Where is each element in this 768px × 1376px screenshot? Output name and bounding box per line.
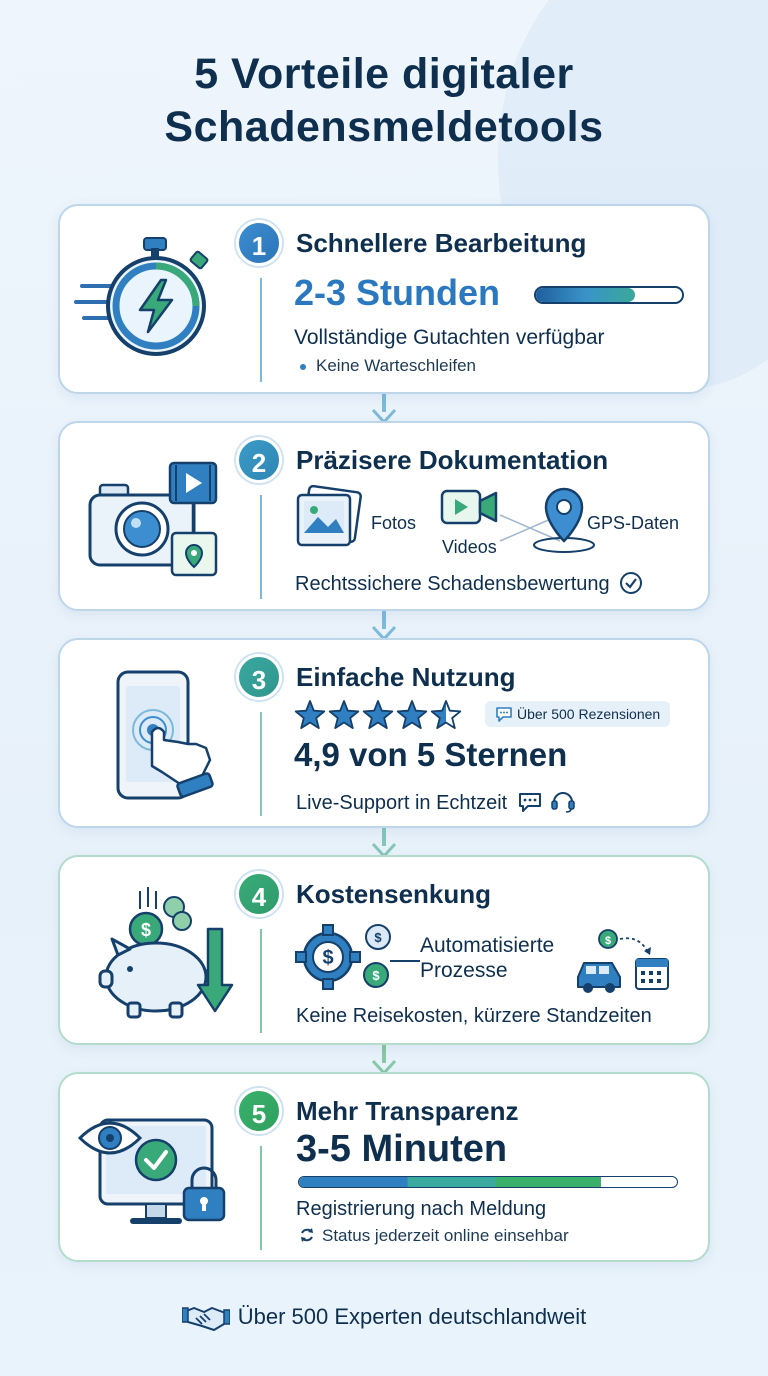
bullet-item <box>300 356 476 376</box>
media-videos-label: Videos <box>442 537 497 557</box>
card-divider <box>260 495 262 599</box>
card-heading: Kostensenkung <box>296 879 492 909</box>
progress-fill <box>536 288 635 302</box>
media-gps-label: GPS-Daten <box>587 513 680 533</box>
step-number-badge: 4 <box>236 871 282 917</box>
card-divider <box>260 1146 262 1250</box>
bullet-item <box>298 1226 569 1246</box>
progress-bar <box>534 286 684 304</box>
svg-text:$: $ <box>372 968 380 983</box>
footer <box>0 1302 768 1332</box>
card-line-text: Rechtssichere Schadensbewertung <box>295 573 610 595</box>
monitor-eye-lock-icon <box>60 1074 258 1260</box>
card-heading: Mehr Transparenz <box>296 1096 519 1126</box>
step-number-badge: 1 <box>236 220 282 266</box>
gps-pin-icon <box>480 485 600 555</box>
process-line-1: Automatisierte <box>420 934 555 957</box>
footer-text: Über 500 Experten deutschlandweit <box>237 1304 587 1329</box>
step-number-badge: 5 <box>236 1088 282 1134</box>
card-mehr-transparenz <box>58 1072 710 1262</box>
card-divider <box>260 929 262 1033</box>
card-line: Keine Reisekosten, kürzere Standzeiten <box>296 1005 652 1027</box>
card-divider <box>260 712 262 816</box>
star-rating <box>294 698 470 737</box>
stopwatch-icon <box>60 206 258 392</box>
highlight-value: 2-3 Stunden <box>294 272 501 313</box>
highlight-value: 3-5 Minuten <box>296 1128 508 1170</box>
star-icon <box>330 701 359 728</box>
handshake-icon <box>182 1302 230 1332</box>
card-line-text: Live-Support in Echtzeit <box>296 792 508 814</box>
bullet-dot-icon <box>300 364 306 370</box>
title-line-1: 5 Vorteile digitaler <box>194 50 574 98</box>
progress-bar <box>298 1176 678 1188</box>
svg-text:$: $ <box>322 947 334 969</box>
check-circle-icon <box>619 571 643 595</box>
card-line: Vollständige Gutachten verfügbar <box>294 326 605 349</box>
star-rating-icons <box>294 698 470 732</box>
card-praezisere-dokumentation <box>58 421 710 611</box>
card-heading: Schnellere Bearbeitung <box>296 228 587 258</box>
smartphone-touch-icon <box>60 640 258 826</box>
svg-text:$: $ <box>374 930 382 945</box>
chat-bubble-icon <box>495 705 513 723</box>
star-icon <box>398 701 427 728</box>
refresh-icon <box>298 1226 316 1244</box>
photos-icon <box>294 485 364 551</box>
rating-text: 4,9 von 5 Sternen <box>294 736 568 773</box>
star-icon <box>364 701 393 728</box>
chat-icon <box>517 790 543 814</box>
star-icon <box>296 701 325 728</box>
step-number-badge: 3 <box>236 654 282 700</box>
card-einfache-nutzung <box>58 638 710 828</box>
card-heading: Präzisere Dokumentation <box>296 445 609 475</box>
card-kostensenkung <box>58 855 710 1045</box>
car-calendar-icon <box>574 925 674 997</box>
title-line-2: Schadensmeldetools <box>164 103 604 151</box>
piggy-bank-icon <box>60 857 258 1043</box>
process-text <box>420 933 554 983</box>
svg-text:$: $ <box>604 935 612 947</box>
progress-fill <box>299 1177 601 1187</box>
camera-media-icon <box>60 423 258 609</box>
process-line-2: Prozesse <box>420 959 508 982</box>
page-title <box>0 48 768 154</box>
card-schnellere-bearbeitung <box>58 204 710 394</box>
reviews-badge <box>485 701 670 727</box>
headset-icon <box>550 788 576 814</box>
reviews-text: Über 500 Rezensionen <box>517 706 661 722</box>
bullet-text: Keine Warteschleifen <box>316 356 477 375</box>
step-number-badge: 2 <box>236 437 282 483</box>
card-line: Registrierung nach Meldung <box>296 1198 547 1220</box>
card-line <box>296 788 576 815</box>
media-photos-label: Fotos <box>371 513 417 533</box>
card-divider <box>260 278 262 382</box>
card-line <box>295 571 643 596</box>
star-icon <box>432 701 461 728</box>
card-heading: Einfache Nutzung <box>296 662 516 692</box>
gears-dollar-icon <box>294 919 424 995</box>
bullet-text: Status jederzeit online einsehbar <box>322 1226 569 1245</box>
svg-text:$: $ <box>140 920 152 940</box>
